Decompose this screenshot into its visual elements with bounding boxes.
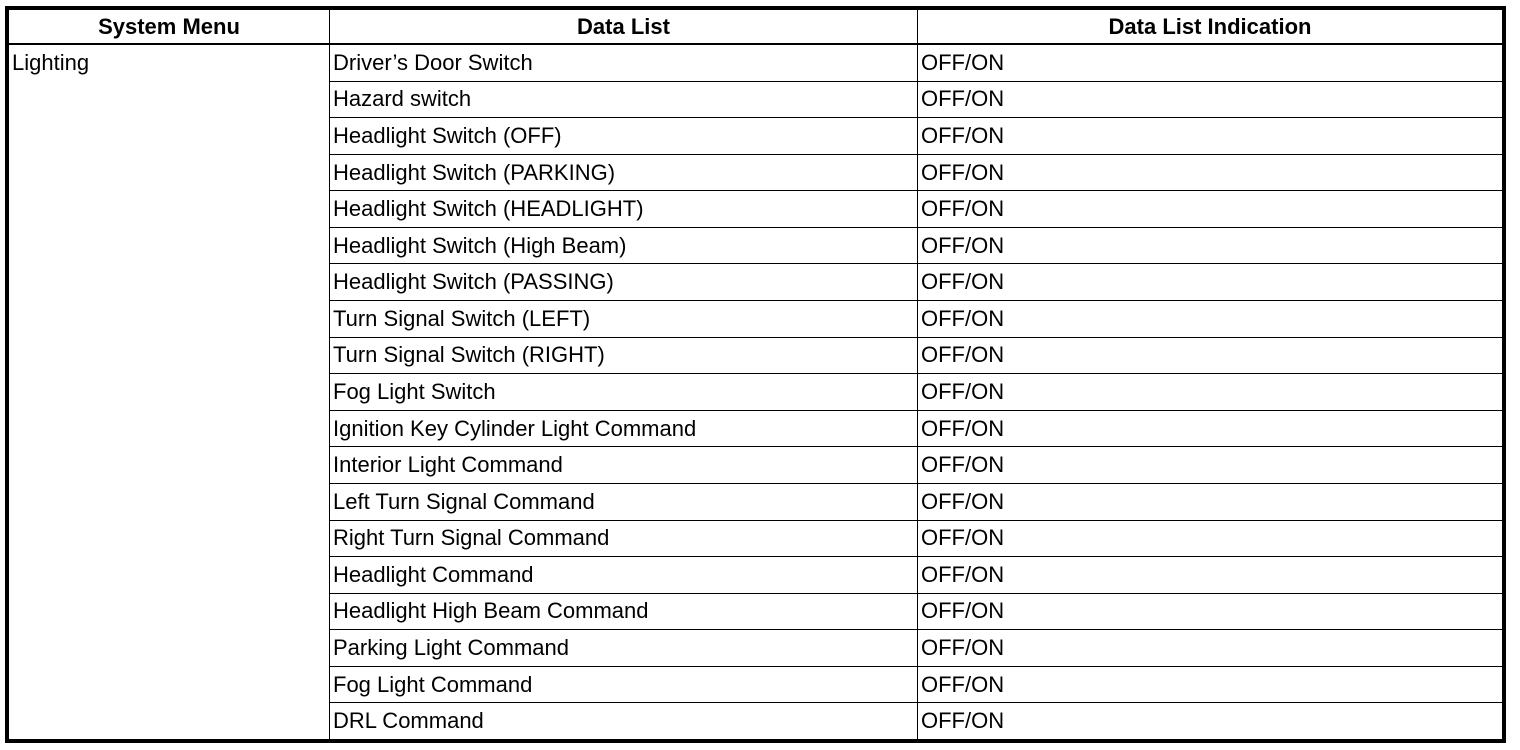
data-list-indication: OFF/ON	[918, 557, 1503, 594]
data-list-item: Headlight Switch (HEADLIGHT)	[330, 191, 918, 228]
data-list-indication: OFF/ON	[918, 410, 1503, 447]
data-list-item: Interior Light Command	[330, 447, 918, 484]
data-list-item: Parking Light Command	[330, 630, 918, 667]
data-list-indication: OFF/ON	[918, 81, 1503, 118]
table-header-row	[9, 10, 1503, 45]
data-list-item: Headlight Switch (PASSING)	[330, 264, 918, 301]
data-list-item: Headlight Switch (OFF)	[330, 118, 918, 155]
data-list-item: Fog Light Command	[330, 666, 918, 703]
data-list-item: DRL Command	[330, 703, 918, 740]
data-list-indication: OFF/ON	[918, 666, 1503, 703]
data-list-item: Right Turn Signal Command	[330, 520, 918, 557]
data-list-item: Left Turn Signal Command	[330, 483, 918, 520]
data-list-indication: OFF/ON	[918, 703, 1503, 740]
data-list-item: Headlight High Beam Command	[330, 593, 918, 630]
data-list-item: Driver’s Door Switch	[330, 44, 918, 81]
data-list-indication: OFF/ON	[918, 483, 1503, 520]
data-list-item: Headlight Switch (PARKING)	[330, 154, 918, 191]
data-list-indication: OFF/ON	[918, 191, 1503, 228]
header-system-menu: System Menu	[9, 10, 330, 45]
data-list-table-frame	[5, 6, 1506, 743]
table-row	[9, 44, 1503, 81]
data-list-indication: OFF/ON	[918, 337, 1503, 374]
data-list-indication: OFF/ON	[918, 374, 1503, 411]
data-list-indication: OFF/ON	[918, 154, 1503, 191]
data-list-indication: OFF/ON	[918, 227, 1503, 264]
data-list-item: Headlight Switch (High Beam)	[330, 227, 918, 264]
data-list-indication: OFF/ON	[918, 264, 1503, 301]
data-list-table	[8, 9, 1503, 740]
data-list-item: Headlight Command	[330, 557, 918, 594]
data-list-indication: OFF/ON	[918, 447, 1503, 484]
data-list-item: Ignition Key Cylinder Light Command	[330, 410, 918, 447]
data-list-indication: OFF/ON	[918, 520, 1503, 557]
system-menu-cell	[9, 44, 330, 740]
data-list-item: Turn Signal Switch (LEFT)	[330, 301, 918, 338]
data-list-item: Hazard switch	[330, 81, 918, 118]
header-data-list: Data List	[330, 10, 918, 45]
data-list-indication: OFF/ON	[918, 301, 1503, 338]
data-list-indication: OFF/ON	[918, 593, 1503, 630]
header-data-list-indication: Data List Indication	[918, 10, 1503, 45]
data-list-indication: OFF/ON	[918, 44, 1503, 81]
data-list-indication: OFF/ON	[918, 118, 1503, 155]
data-list-item: Fog Light Switch	[330, 374, 918, 411]
system-menu-label: Lighting	[12, 50, 90, 75]
data-list-item: Turn Signal Switch (RIGHT)	[330, 337, 918, 374]
table-body	[9, 44, 1503, 740]
data-list-indication: OFF/ON	[918, 630, 1503, 667]
